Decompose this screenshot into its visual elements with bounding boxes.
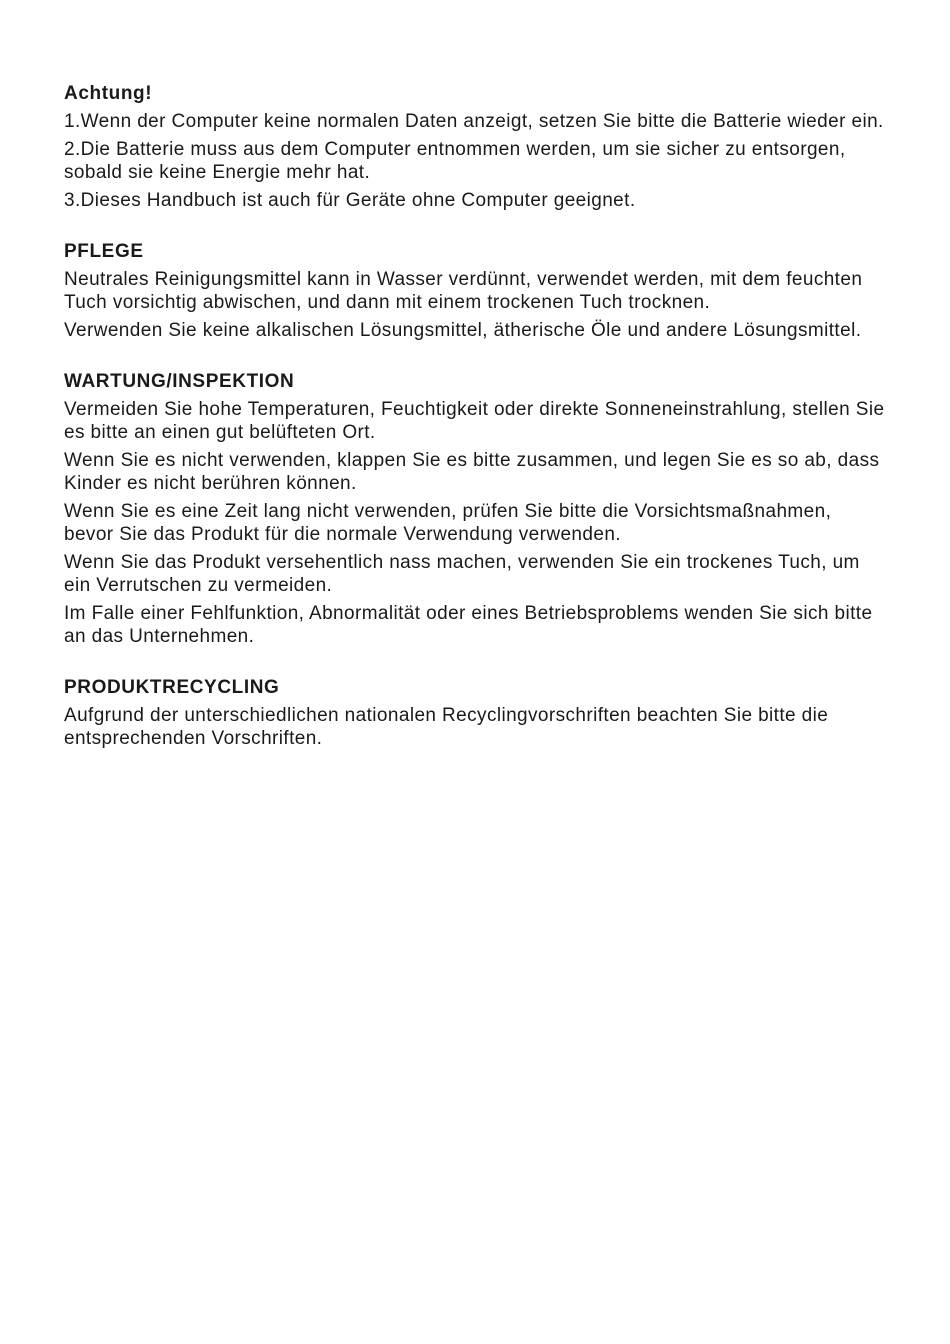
- paragraph: Wenn Sie das Produkt versehentlich nass machen, verwenden Sie ein trockenes Tuch, um ein Verrutschen zu vermeiden.: [64, 552, 860, 596]
- paragraph: 1.Wenn der Computer keine normalen Daten anzeigt, setzen Sie bitte die Batterie wieder ein.: [64, 111, 884, 132]
- section-wartung-inspektion: [64, 370, 886, 648]
- section-pflege: [64, 240, 886, 342]
- paragraph: Im Falle einer Fehlfunktion, Abnormalität oder eines Betriebsproblems wenden Sie sich bitte an das Unternehmen.: [64, 603, 873, 647]
- section-achtung: [64, 82, 886, 212]
- paragraph: Wenn Sie es nicht verwenden, klappen Sie es bitte zusammen, und legen Sie es so ab, dass Kinder es nicht berühren können.: [64, 450, 880, 494]
- paragraph: 2.Die Batterie muss aus dem Computer entnommen werden, um sie sicher zu entsorgen, sobald sie keine Energie mehr hat.: [64, 139, 846, 183]
- paragraph: Neutrales Reinigungsmittel kann in Wasser verdünnt, verwendet werden, mit dem feuchten Tuch vorsichtig abwischen, und dann mit einem trockenen Tuch trocknen.: [64, 269, 863, 313]
- section-heading: PFLEGE: [64, 241, 144, 262]
- paragraph: Verwenden Sie keine alkalischen Lösungsmittel, ätherische Öle und andere Lösungsmittel.: [64, 320, 862, 341]
- section-heading: WARTUNG/INSPEKTION: [64, 371, 295, 392]
- paragraph: Aufgrund der unterschiedlichen nationalen Recyclingvorschriften beachten Sie bitte die entsprechenden Vorschriften.: [64, 705, 829, 749]
- paragraph: Vermeiden Sie hohe Temperaturen, Feuchtigkeit oder direkte Sonneneinstrahlung, stellen Sie es bitte an einen gut belüfteten Ort.: [64, 399, 885, 443]
- section-heading: Achtung!: [64, 83, 153, 104]
- document-page: [64, 82, 886, 778]
- paragraph: 3.Dieses Handbuch ist auch für Geräte ohne Computer geeignet.: [64, 190, 636, 211]
- section-heading: PRODUKTRECYCLING: [64, 677, 280, 698]
- section-produktrecycling: [64, 676, 886, 750]
- paragraph: Wenn Sie es eine Zeit lang nicht verwenden, prüfen Sie bitte die Vorsichtsmaßnahmen, bevor Sie das Produkt für die normale Verwendung verwenden.: [64, 501, 832, 545]
